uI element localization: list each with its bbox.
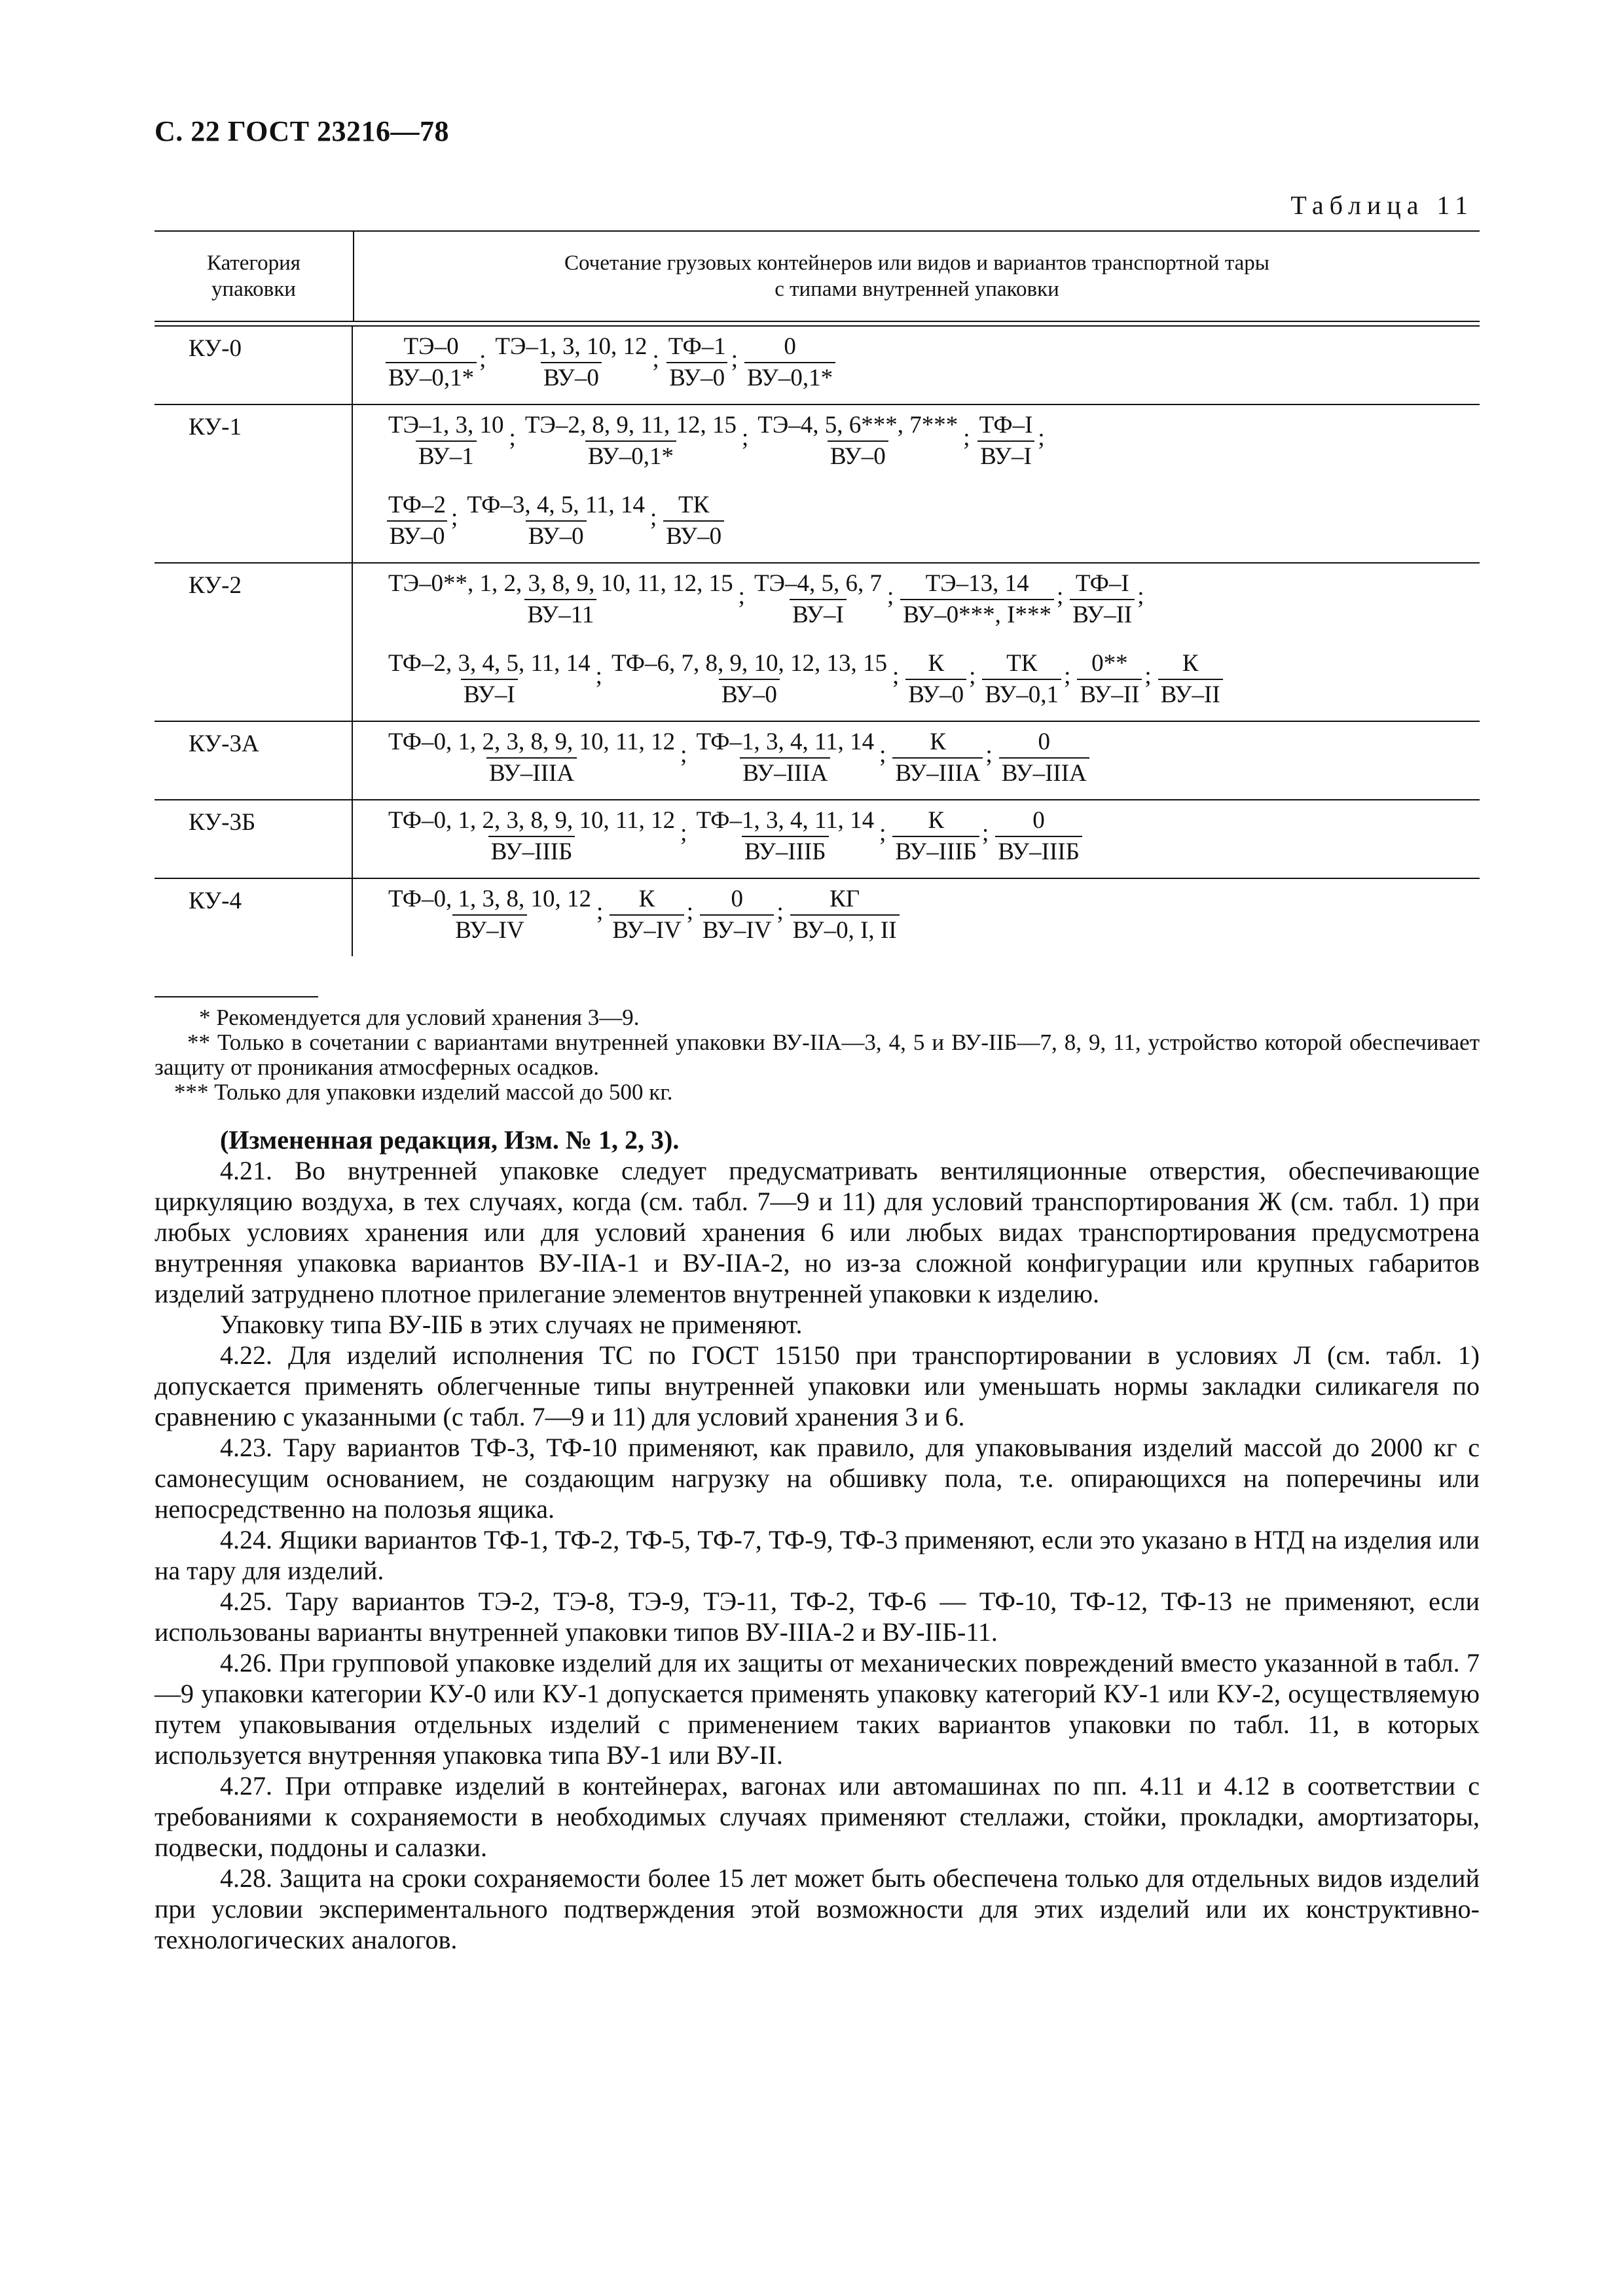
category-cell: КУ-0 <box>155 327 353 404</box>
combination-fraction <box>790 886 900 944</box>
fraction-separator: ; <box>1038 424 1045 451</box>
paragraph-4-27: 4.27. При отправке изделий в контейнерах, вагонах или автомашинах по пп. 4.11 и 4.12 в соответствии с требованиями к сохраняемости в необходимых случаях применяют стеллажи, стойки, прокладки, амортизаторы, подвески, поддоны и салазки. <box>155 1771 1480 1862</box>
header-combination-line: с типами внутренней упаковки <box>775 278 1059 301</box>
combination-cell <box>353 564 1480 721</box>
fraction-separator: ; <box>649 504 657 531</box>
combination-fraction <box>666 333 729 392</box>
fraction-separator: ; <box>981 819 989 846</box>
container-variant: К <box>638 886 655 912</box>
table-row <box>155 879 1480 956</box>
container-variant: К <box>928 807 945 834</box>
inner-packaging-type: ВУ–11 <box>524 599 596 629</box>
category-cell: КУ-3Б <box>155 800 353 878</box>
container-variant: К <box>1182 650 1199 677</box>
combination-line <box>386 412 1480 473</box>
combination-fraction <box>755 412 960 471</box>
combination-line <box>386 492 1480 553</box>
combination-line <box>386 886 1480 947</box>
container-variant: ТЭ–0**, 1, 2, 3, 8, 9, 10, 11, 12, 15 <box>388 570 733 597</box>
footnote-rule <box>155 996 318 997</box>
amendment-note: (Измененная редакция, Изм. № 1, 2, 3). <box>220 1125 680 1155</box>
fraction-separator: ; <box>1144 662 1152 689</box>
table-header-row <box>155 232 1480 321</box>
fraction-separator: ; <box>1056 583 1064 609</box>
container-variant: 0 <box>1032 807 1045 834</box>
fraction-separator: ; <box>1064 662 1071 689</box>
combination-line <box>386 807 1480 869</box>
combination-fraction <box>744 333 835 392</box>
combination-fraction <box>386 728 678 787</box>
header-category-line: Категория <box>207 251 301 275</box>
combination-fraction <box>905 650 966 709</box>
fraction-separator: ; <box>509 424 516 451</box>
paragraph-4-23: 4.23. Тару вариантов ТФ-3, ТФ-10 применяют, как правило, для упаковывания изделий массой до 2000 кг с самонесущим основанием, не создающим нагрузку на обшивку пола, т.е. опирающихся на поперечины или непосредственно на полозья ящика. <box>155 1433 1480 1524</box>
combination-fraction <box>892 807 979 866</box>
inner-packaging-type: ВУ–0,1* <box>585 440 676 471</box>
combination-fraction <box>492 333 649 392</box>
fraction-separator: ; <box>680 741 687 768</box>
container-variant: ТЭ–13, 14 <box>925 570 1029 597</box>
footnote-3: *** Только для упаковки изделий массой до 500 кг. <box>174 1079 673 1105</box>
container-variant: ТФ–3, 4, 5, 11, 14 <box>467 492 645 518</box>
combination-fraction <box>1077 650 1142 709</box>
inner-packaging-type: ВУ–0 <box>387 520 448 550</box>
container-variant: ТФ–I <box>979 412 1033 439</box>
combination-cell <box>353 722 1480 799</box>
container-variant: ТФ–I <box>1075 570 1129 597</box>
combination-fraction <box>464 492 647 550</box>
container-variant: К <box>930 728 946 755</box>
fraction-separator: ; <box>879 819 886 846</box>
table-row <box>155 722 1480 800</box>
combination-line <box>386 728 1480 790</box>
fraction-separator: ; <box>595 662 602 689</box>
table-caption: Таблица 11 <box>1290 190 1474 220</box>
inner-packaging-type: ВУ–0 <box>541 362 602 392</box>
header-double-rule <box>155 321 1480 327</box>
combination-fraction <box>610 886 684 944</box>
inner-packaging-type: ВУ–0, I, II <box>790 914 900 944</box>
inner-packaging-type: ВУ–0 <box>526 520 587 550</box>
container-variant: ТФ–1, 3, 4, 11, 14 <box>696 728 875 755</box>
combination-fraction <box>995 807 1082 866</box>
fraction-separator: ; <box>741 424 749 451</box>
inner-packaging-type: ВУ–I <box>461 679 518 709</box>
inner-packaging-type: ВУ–IIIБ <box>742 836 829 866</box>
table-row <box>155 800 1480 879</box>
combination-cell <box>353 879 1480 956</box>
table-row <box>155 564 1480 722</box>
inner-packaging-type: ВУ–0 <box>905 679 966 709</box>
category-cell: КУ-3А <box>155 722 353 799</box>
container-variant: ТФ–6, 7, 8, 9, 10, 12, 13, 15 <box>611 650 887 677</box>
container-variant: ТФ–0, 1, 2, 3, 8, 9, 10, 11, 12 <box>388 728 676 755</box>
fraction-separator: ; <box>596 898 604 925</box>
fraction-separator: ; <box>738 583 745 609</box>
inner-packaging-type: ВУ–0,1* <box>386 362 477 392</box>
fraction-separator: ; <box>680 819 687 846</box>
inner-packaging-type: ВУ–II <box>1077 679 1142 709</box>
fraction-separator: ; <box>776 898 784 925</box>
inner-packaging-type: ВУ–IV <box>452 914 526 944</box>
paragraph-4-28: 4.28. Защита на сроки сохраняемости более 15 лет может быть обеспечена только для отдельных видов изделий при условии экспериментального подтверждения этой возможности для этих изделий или их конструктивно-технологических аналогов. <box>155 1863 1480 1954</box>
combination-fraction <box>386 570 736 629</box>
inner-packaging-type: ВУ–I <box>790 599 847 629</box>
inner-packaging-type: ВУ–IIIА <box>486 757 577 787</box>
inner-packaging-type: ВУ–0 <box>828 440 888 471</box>
container-variant: 0 <box>784 333 796 360</box>
combination-fraction <box>609 650 890 709</box>
combination-fraction <box>663 492 724 550</box>
container-variant: К <box>928 650 945 677</box>
combination-fraction <box>386 650 593 709</box>
packaging-table <box>155 230 1480 956</box>
combination-line <box>386 650 1480 711</box>
inner-packaging-type: ВУ–0 <box>719 679 780 709</box>
paragraph-4-21: 4.21. Во внутренней упаковке следует предусматривать вентиляционные отверстия, обеспечивающие циркуляцию воздуха, в тех случаях, когда (см. табл. 7—9 и 11) для условий транспортирования Ж (см. табл. 1) при любых условиях хранения или для условий хранения 6 или любых видах транспортирования предусмотрена внутренняя упаковка вариантов ВУ-IIА-1 и ВУ-IIА-2, но из-за сложной конфигурации или крупных габаритов изделий затруднено плотное прилегание элементов внутренней упаковки к изделию. <box>155 1156 1480 1308</box>
table-row <box>155 405 1480 564</box>
footnote-2: ** Только в сочетании с вариантами внутренней упаковки ВУ-IIА—3, 4, 5 и ВУ-IIБ—7, 8, 9, 11, устройство которой обеспечивает защиту от проникания атмосферных осадков. <box>155 1030 1480 1080</box>
inner-packaging-type: ВУ–0,1 <box>982 679 1061 709</box>
inner-packaging-type: ВУ–0***, I*** <box>900 599 1054 629</box>
combination-fraction <box>900 570 1054 629</box>
fraction-separator: ; <box>879 741 886 768</box>
container-variant: ТЭ–0 <box>403 333 459 360</box>
body-text <box>155 1124 1480 1955</box>
container-variant: КГ <box>830 886 860 912</box>
container-variant: ТФ–1 <box>668 333 726 360</box>
container-variant: ТФ–1, 3, 4, 11, 14 <box>696 807 875 834</box>
inner-packaging-type: ВУ–1 <box>416 440 477 471</box>
container-variant: 0 <box>1038 728 1050 755</box>
category-cell: КУ-2 <box>155 564 353 721</box>
fraction-separator: ; <box>985 741 993 768</box>
combination-fraction <box>386 333 477 392</box>
paragraph-4-22: 4.22. Для изделий исполнения ТС по ГОСТ 15150 при транспортировании в условиях Л (см. табл. 1) допускается применять облегченные типы внутренней упаковки или уменьшать нормы закладки силикагеля по сравнению с указанными (с табл. 7—9 и 11) для условий хранения 3 и 6. <box>155 1340 1480 1431</box>
inner-packaging-type: ВУ–IV <box>610 914 684 944</box>
container-variant: 0 <box>731 886 743 912</box>
fraction-separator: ; <box>652 346 659 372</box>
inner-packaging-type: ВУ–0,1* <box>744 362 835 392</box>
combination-fraction <box>386 886 594 944</box>
category-cell: КУ-1 <box>155 405 353 562</box>
combination-fraction <box>522 412 739 471</box>
inner-packaging-type: ВУ–0 <box>663 520 724 550</box>
container-variant: ТК <box>678 492 710 518</box>
combination-fraction <box>693 728 877 787</box>
combination-cell <box>353 327 1480 404</box>
paragraph-4-24: 4.24. Ящики вариантов ТФ-1, ТФ-2, ТФ-5, ТФ-7, ТФ-9, ТФ-3 применяют, если это указано в НТД на изделия или на тару для изделий. <box>155 1525 1480 1585</box>
combination-fraction <box>693 807 877 866</box>
fraction-separator: ; <box>1137 583 1144 609</box>
combination-fraction <box>892 728 983 787</box>
inner-packaging-type: ВУ–IIIА <box>892 757 983 787</box>
combination-cell <box>353 405 1480 562</box>
fraction-separator: ; <box>886 583 894 609</box>
page-header: С. 22 ГОСТ 23216—78 <box>155 115 450 147</box>
combination-fraction <box>1070 570 1135 629</box>
inner-packaging-type: ВУ–II <box>1070 599 1135 629</box>
container-variant: ТЭ–2, 8, 9, 11, 12, 15 <box>524 412 737 439</box>
combination-fraction <box>386 492 448 550</box>
fraction-separator: ; <box>963 424 970 451</box>
combination-fraction <box>977 412 1036 471</box>
container-variant: ТЭ–4, 5, 6, 7 <box>754 570 882 597</box>
combination-fraction <box>386 412 507 471</box>
fraction-separator: ; <box>686 898 694 925</box>
inner-packaging-type: ВУ–IIIБ <box>488 836 575 866</box>
header-combination-line: Сочетание грузовых контейнеров или видов и вариантов транспортной тары <box>564 251 1269 275</box>
inner-packaging-type: ВУ–II <box>1158 679 1223 709</box>
combination-fraction <box>1158 650 1223 709</box>
fraction-separator: ; <box>892 662 900 689</box>
inner-packaging-type: ВУ–IIIА <box>740 757 830 787</box>
paragraph-4-21-note: Упаковку типа ВУ-IIБ в этих случаях не применяют. <box>220 1310 803 1339</box>
paragraph-4-26: 4.26. При групповой упаковке изделий для их защиты от механических повреждений вместо указанной в табл. 7—9 упаковки категории КУ-0 или КУ-1 допускается применять упаковку категорий КУ-1 или КУ-2, осуществляемую путем упаковывания отдельных изделий с применением таких вариантов упаковки по табл. 11, в которых используется внутренняя упаковка типа ВУ-1 или ВУ-II. <box>155 1648 1480 1770</box>
table-row <box>155 327 1480 405</box>
combination-fraction <box>999 728 1089 787</box>
container-variant: ТК <box>1006 650 1038 677</box>
category-cell: КУ-4 <box>155 879 353 956</box>
fraction-separator: ; <box>969 662 976 689</box>
combination-line <box>386 333 1480 395</box>
header-combination <box>354 232 1480 321</box>
fraction-separator: ; <box>731 346 739 372</box>
inner-packaging-type: ВУ–IV <box>700 914 774 944</box>
fraction-separator: ; <box>451 504 458 531</box>
container-variant: ТФ–0, 1, 3, 8, 10, 12 <box>388 886 592 912</box>
container-variant: 0** <box>1091 650 1128 677</box>
inner-packaging-type: ВУ–IIIБ <box>995 836 1082 866</box>
container-variant: ТЭ–1, 3, 10, 12 <box>495 333 647 360</box>
container-variant: ТЭ–4, 5, 6***, 7*** <box>757 412 958 439</box>
container-variant: ТЭ–1, 3, 10 <box>388 412 504 439</box>
inner-packaging-type: ВУ–0 <box>666 362 727 392</box>
footnote-1: * Рекомендуется для условий хранения 3—9. <box>199 1005 640 1030</box>
header-category-line: упаковки <box>211 278 296 301</box>
paragraph-4-25: 4.25. Тару вариантов ТЭ-2, ТЭ-8, ТЭ-9, ТЭ-11, ТФ-2, ТФ-6 — ТФ-10, ТФ-12, ТФ-13 не применяют, если использованы варианты внутренней упаковки типов ВУ-IIIА-2 и ВУ-IIБ-11. <box>155 1587 1480 1647</box>
combination-fraction <box>700 886 774 944</box>
combination-fraction <box>386 807 678 866</box>
container-variant: ТФ–2, 3, 4, 5, 11, 14 <box>388 650 591 677</box>
combination-line <box>386 570 1480 632</box>
container-variant: ТФ–0, 1, 2, 3, 8, 9, 10, 11, 12 <box>388 807 676 834</box>
combination-fraction <box>982 650 1061 709</box>
table-body <box>155 327 1480 956</box>
container-variant: ТФ–2 <box>388 492 447 518</box>
combination-cell <box>353 800 1480 878</box>
combination-fraction <box>752 570 884 629</box>
footnotes <box>155 1005 1480 1105</box>
inner-packaging-type: ВУ–IIIА <box>999 757 1089 787</box>
fraction-separator: ; <box>479 346 486 372</box>
inner-packaging-type: ВУ–IIIБ <box>892 836 979 866</box>
header-category <box>155 232 354 321</box>
inner-packaging-type: ВУ–I <box>977 440 1034 471</box>
